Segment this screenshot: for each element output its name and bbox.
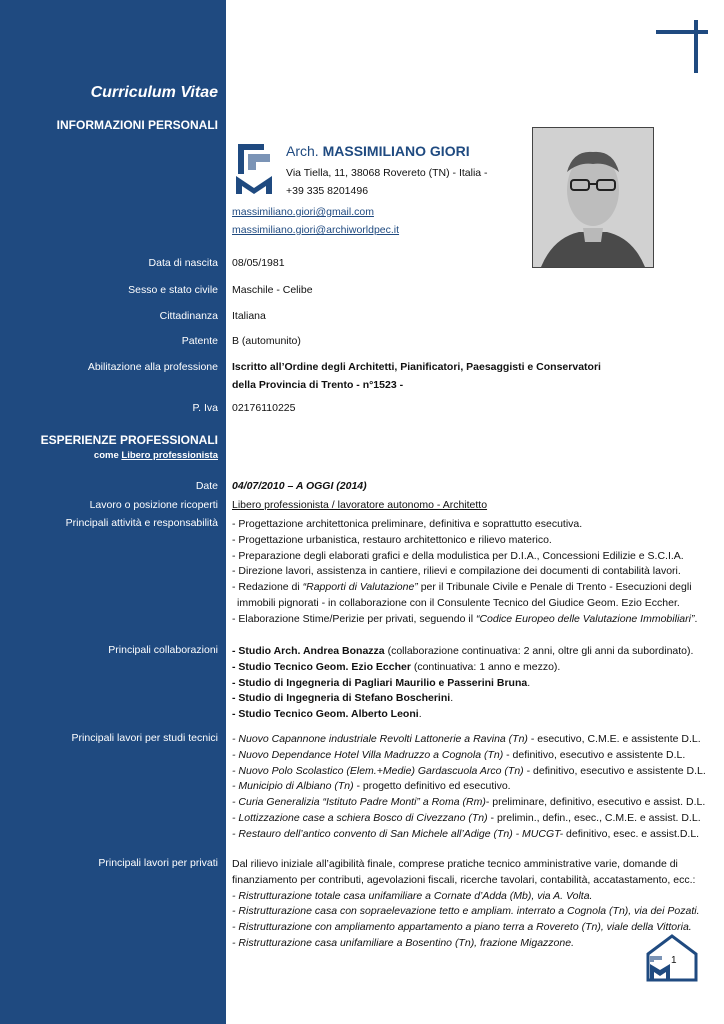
item-italic: - Restauro dell’antico convento di San Michele all’Adige (Tn) - MUCGT- <box>232 827 564 840</box>
field-label-sex: Sesso e stato civile <box>128 284 218 296</box>
list-item: - Preparazione degli elaborati grafici e della modulistica per D.I.A., Concessioni Edilizie e S.C.I.A. <box>232 549 684 562</box>
item-text: - definitivo, esecutivo e assistente D.L. <box>523 764 706 777</box>
list-item <box>232 732 706 748</box>
subtitle-link: Libero professionista <box>121 450 218 461</box>
list-item <box>232 827 706 843</box>
item-italic: - Municipio di Albiano (Tn) <box>232 780 354 793</box>
section-personal-title: INFORMAZIONI PERSONALI <box>56 118 218 132</box>
field-value-citizenship: Italiana <box>232 310 266 322</box>
item-italic: - Lottizzazione case a schiera Bosco di Civezzano (Tn) <box>232 811 488 824</box>
item-text: (continuativa: 1 anno e mezzo). <box>410 660 561 673</box>
item-text: . <box>450 692 454 705</box>
corner-mark-icon <box>694 20 698 73</box>
list-item <box>232 612 697 628</box>
list-item <box>232 580 697 596</box>
list-item: - Ristrutturazione casa unifamiliare a Bosentino (Tn), frazione Migazzone. <box>232 936 574 949</box>
role-value: Libero professionista / lavoratore autonomo - Architetto <box>232 499 488 511</box>
list-item <box>232 676 693 692</box>
list-item <box>232 795 706 811</box>
list-item: - Progettazione architettonica preliminare, definitiva e soprattutto esecutiva. <box>232 518 583 530</box>
person-name <box>286 143 470 159</box>
sidebar <box>0 0 226 1024</box>
item-bold: - Studio Tecnico Geom. Ezio Eccher <box>232 660 411 673</box>
date-value: 04/07/2010 – A OGGI (2014) <box>232 480 367 492</box>
item-bold: - Studio di Ingegneria di Stefano Boscherini <box>232 692 451 705</box>
list-item: - Ristrutturazione totale casa unifamiliare a Cornate d’Adda (Mb), via A. Volta. <box>232 889 593 902</box>
activities-list <box>232 517 697 628</box>
qualification-line-2: della Provincia di Trento - n°1523 - <box>232 379 404 391</box>
logo-icon <box>234 140 274 196</box>
name-prefix: Arch. <box>286 143 319 159</box>
date-label: Date <box>195 480 218 492</box>
field-value-license: B (automunito) <box>232 335 301 347</box>
item-text: - Elaborazione Stime/Perizie per privati, seguendo il <box>232 612 476 625</box>
item-text: - Redazione di <box>232 581 303 594</box>
field-value-birthdate: 08/05/1981 <box>232 257 285 269</box>
list-item: - Ristrutturazione casa con sopraelevazione tetto e ampliam. interrato a Cognola (Tn), via dei Pozati. <box>232 905 700 918</box>
list-item <box>232 748 706 764</box>
corner-mark-icon-bar <box>656 30 708 34</box>
item-text: . <box>418 708 422 721</box>
item-text: - preliminare, definitivo, esecutivo e assist. D.L. <box>485 796 706 809</box>
privati-label: Principali lavori per privati <box>98 857 218 869</box>
phone: +39 335 8201496 <box>286 185 369 197</box>
item-italic: “Rapporti di Valutazione” <box>302 581 418 594</box>
field-label-license: Patente <box>181 335 218 347</box>
studi-list <box>232 732 706 843</box>
collab-label: Principali collaborazioni <box>108 644 218 656</box>
section-experience-title: ESPERIENZE PROFESSIONALI <box>40 433 218 447</box>
email-link-primary[interactable]: massimiliano.giori@gmail.com <box>232 206 374 218</box>
privati-list <box>232 857 699 952</box>
page-number: 1 <box>671 955 677 966</box>
item-bold: - Studio Arch. Andrea Bonazza <box>232 645 385 657</box>
list-item: finanziamento per contributi, agevolazioni fiscali, ricerche tavolari, contabilità, accatastamento, ecc.: <box>232 873 696 886</box>
item-text: - progetto definitivo ed esecutivo. <box>353 780 511 793</box>
item-italic: - Nuovo Dependance Hotel Villa Madruzzo a Cognola (Tn) <box>232 748 504 761</box>
list-item: - Progettazione urbanistica, restauro architettonico e rilievo materico. <box>232 533 552 546</box>
list-item <box>232 707 693 723</box>
collab-list <box>232 644 693 723</box>
field-label-qualification: Abilitazione alla professione <box>87 361 218 373</box>
list-item <box>232 811 706 827</box>
item-italic: “Codice Europeo delle Valutazione Immobiliari” <box>475 612 695 625</box>
address: Via Tiella, 11, 38068 Rovereto (TN) - Italia - <box>286 167 488 179</box>
email-link-pec[interactable]: massimiliano.giori@archiworldpec.it <box>232 224 400 236</box>
profile-photo <box>532 127 654 268</box>
list-item <box>232 764 706 780</box>
qualification-line-1: Iscritto all’Ordine degli Architetti, Pianificatori, Paesaggisti e Conservatori <box>232 361 601 373</box>
item-text: per il Tribunale Civile e Penale di Trento - Esecuzioni degli <box>417 581 692 594</box>
list-item: - Direzione lavori, assistenza in cantiere, rilievi e compilazione dei documenti di contabilità lavori. <box>232 565 681 578</box>
subtitle-pre: come <box>93 450 119 461</box>
item-text: definitivo, esec. e assist.D.L. <box>563 827 700 840</box>
field-value-vat: 02176110225 <box>232 402 296 414</box>
list-item <box>232 691 693 707</box>
item-text: . <box>694 612 698 625</box>
item-text: . <box>527 676 531 689</box>
item-italic: - Nuovo Capannone industriale Revolti Lattonerie a Ravina (Tn) <box>232 733 528 745</box>
field-label-birthdate: Data di nascita <box>148 257 218 269</box>
person-silhouette-icon <box>533 128 653 267</box>
item-text: - prelimin., defin., esec., C.M.E. e assist. D.L. <box>487 811 701 824</box>
field-value-sex: Maschile - Celibe <box>232 284 313 296</box>
item-text: (collaborazione continuativa: 2 anni, oltre gli anni da subordinato). <box>384 645 694 657</box>
activities-label: Principali attività e responsabilità <box>65 517 218 529</box>
name-text: MASSIMILIANO GIORI <box>322 143 470 159</box>
section-experience-subtitle <box>94 450 218 461</box>
cv-title: Curriculum Vitae <box>90 84 218 101</box>
item-bold: - Studio di Ingegneria di Pagliari Maurilio e Passerini Bruna <box>232 676 528 689</box>
list-item: - Ristrutturazione con ampliamento appartamento a piano terra a Rovereto (Tn), viale della Vittoria. <box>232 921 692 934</box>
field-label-citizenship: Cittadinanza <box>159 310 218 322</box>
list-item <box>232 779 706 795</box>
item-text: - esecutivo, C.M.E. e assistente D.L. <box>527 733 701 745</box>
list-item: Dal rilievo iniziale all’agibilità finale, comprese pratiche tecnico amministrative varie, domande di <box>232 858 678 870</box>
item-italic: - Nuovo Polo Scolastico (Elem.+Medie) Gardascuola Arco (Tn) <box>232 764 524 777</box>
item-text: - definitivo, esecutivo e assistente D.L. <box>503 748 686 761</box>
list-item: immobili pignorati - in collaborazione con il Consulente Tecnico del Giudice Geom. Ezio Eccher. <box>237 596 680 609</box>
item-italic: - Curia Generalizia “Istituto Padre Monti” a Roma (Rm) <box>232 796 486 809</box>
list-item <box>232 644 693 660</box>
list-item <box>232 660 693 676</box>
item-bold: - Studio Tecnico Geom. Alberto Leoni <box>232 708 419 721</box>
studi-label: Principali lavori per studi tecnici <box>71 732 218 744</box>
role-label: Lavoro o posizione ricoperti <box>89 499 218 511</box>
field-label-vat: P. Iva <box>192 402 218 414</box>
